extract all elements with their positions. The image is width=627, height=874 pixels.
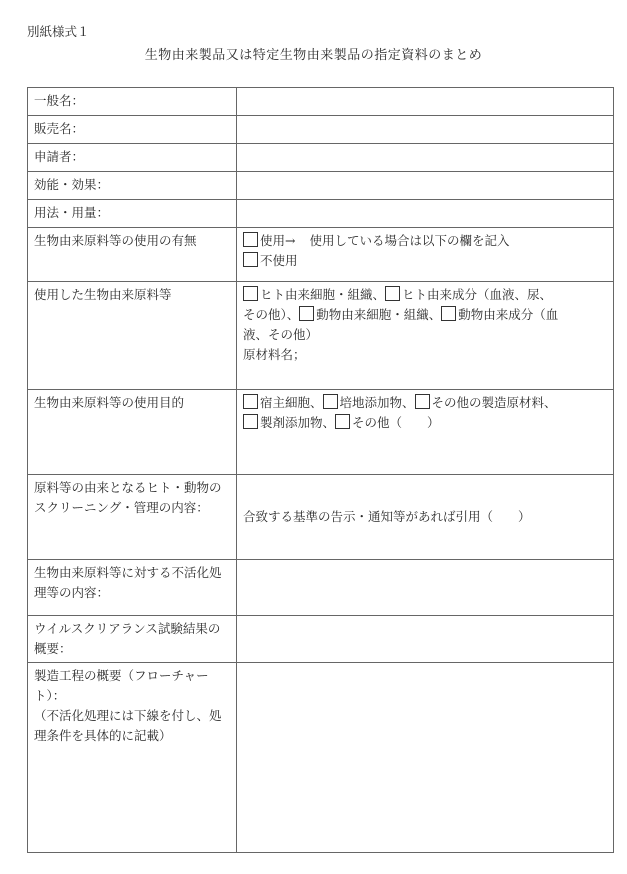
process-field[interactable]	[237, 663, 614, 853]
animal-components-checkbox[interactable]	[441, 306, 456, 321]
row-process	[28, 663, 614, 853]
brand-name-label: 販売名：	[28, 116, 237, 144]
inactivation-field[interactable]	[237, 560, 614, 616]
purpose-other-checkbox[interactable]	[335, 414, 350, 429]
row-purpose	[28, 390, 614, 475]
row-inactivation	[28, 560, 614, 616]
purpose-other-label: その他（ ）	[352, 415, 440, 430]
form-code: 別紙様式１	[27, 24, 90, 39]
used-checkbox[interactable]	[243, 232, 258, 247]
purpose-label: 生物由来原料等の使用目的	[28, 390, 237, 475]
animal-components-label-cont: 液、その他）	[243, 327, 319, 342]
dosage-label: 用法・用量：	[28, 200, 237, 228]
usage-presence-field	[237, 228, 614, 282]
efficacy-label: 効能・効果：	[28, 172, 237, 200]
human-components-label: ヒト由来成分（血液、尿、	[402, 287, 553, 302]
virus-clearance-label: ウイルスクリアランス試験結果の概要：	[28, 616, 237, 663]
host-cell-checkbox[interactable]	[243, 394, 258, 409]
row-raw-materials	[28, 282, 614, 390]
efficacy-field[interactable]	[237, 172, 614, 200]
human-components-checkbox[interactable]	[385, 286, 400, 301]
row-screening	[28, 475, 614, 560]
animal-cells-label: 動物由来細胞・組織、	[316, 307, 442, 322]
process-label: 製造工程の概要（フローチャート）：	[34, 668, 209, 703]
usage-note: 使用している場合は以下の欄を記入	[309, 233, 510, 248]
row-dosage	[28, 200, 614, 228]
process-note: （不活化処理には下線を付し、処理条件を具体的に記載）	[34, 708, 222, 743]
row-generic-name	[28, 88, 614, 116]
applicant-label: 申請者：	[28, 144, 237, 172]
process-label-cell	[28, 663, 237, 853]
applicant-field[interactable]	[237, 144, 614, 172]
generic-name-field[interactable]	[237, 88, 614, 116]
human-cells-label: ヒト由来細胞・組織、	[260, 287, 386, 302]
row-applicant	[28, 144, 614, 172]
inactivation-label: 生物由来原料等に対する不活化処理等の内容：	[28, 560, 237, 616]
summary-form-table	[27, 87, 614, 853]
document-title: 生物由来製品又は特定生物由来製品の指定資料のまとめ	[144, 48, 483, 63]
row-usage-presence	[28, 228, 614, 282]
other-material-checkbox[interactable]	[415, 394, 430, 409]
raw-materials-field	[237, 282, 614, 390]
human-cells-checkbox[interactable]	[243, 286, 258, 301]
host-cell-label: 宿主細胞、	[260, 395, 323, 410]
purpose-field	[237, 390, 614, 475]
raw-materials-label: 使用した生物由来原料等	[28, 282, 237, 390]
animal-cells-checkbox[interactable]	[299, 306, 314, 321]
human-components-label-cont: その他）、	[243, 307, 300, 322]
brand-name-field[interactable]	[237, 116, 614, 144]
row-virus-clearance	[28, 616, 614, 663]
virus-clearance-field[interactable]	[237, 616, 614, 663]
not-used-option-label: 不使用	[260, 253, 298, 268]
row-efficacy	[28, 172, 614, 200]
medium-additive-checkbox[interactable]	[323, 394, 338, 409]
used-option-label: 使用→	[260, 233, 296, 248]
formulation-additive-label: 製剤添加物、	[260, 415, 336, 430]
screening-field[interactable]: 合致する基準の告示・通知等があれば引用（ ）	[237, 475, 614, 560]
dosage-field[interactable]	[237, 200, 614, 228]
generic-name-label: 一般名：	[28, 88, 237, 116]
other-material-label: その他の製造原材料、	[431, 395, 557, 410]
animal-components-label: 動物由来成分（血	[458, 307, 559, 322]
row-brand-name	[28, 116, 614, 144]
formulation-additive-checkbox[interactable]	[243, 414, 258, 429]
screening-label: 原料等の由来となるヒト・動物のスクリーニング・管理の内容：	[28, 475, 237, 560]
usage-presence-label: 生物由来原料等の使用の有無	[28, 228, 237, 282]
medium-additive-label: 培地添加物、	[339, 395, 415, 410]
not-used-checkbox[interactable]	[243, 252, 258, 267]
material-name-label: 原材料名；	[243, 347, 306, 362]
